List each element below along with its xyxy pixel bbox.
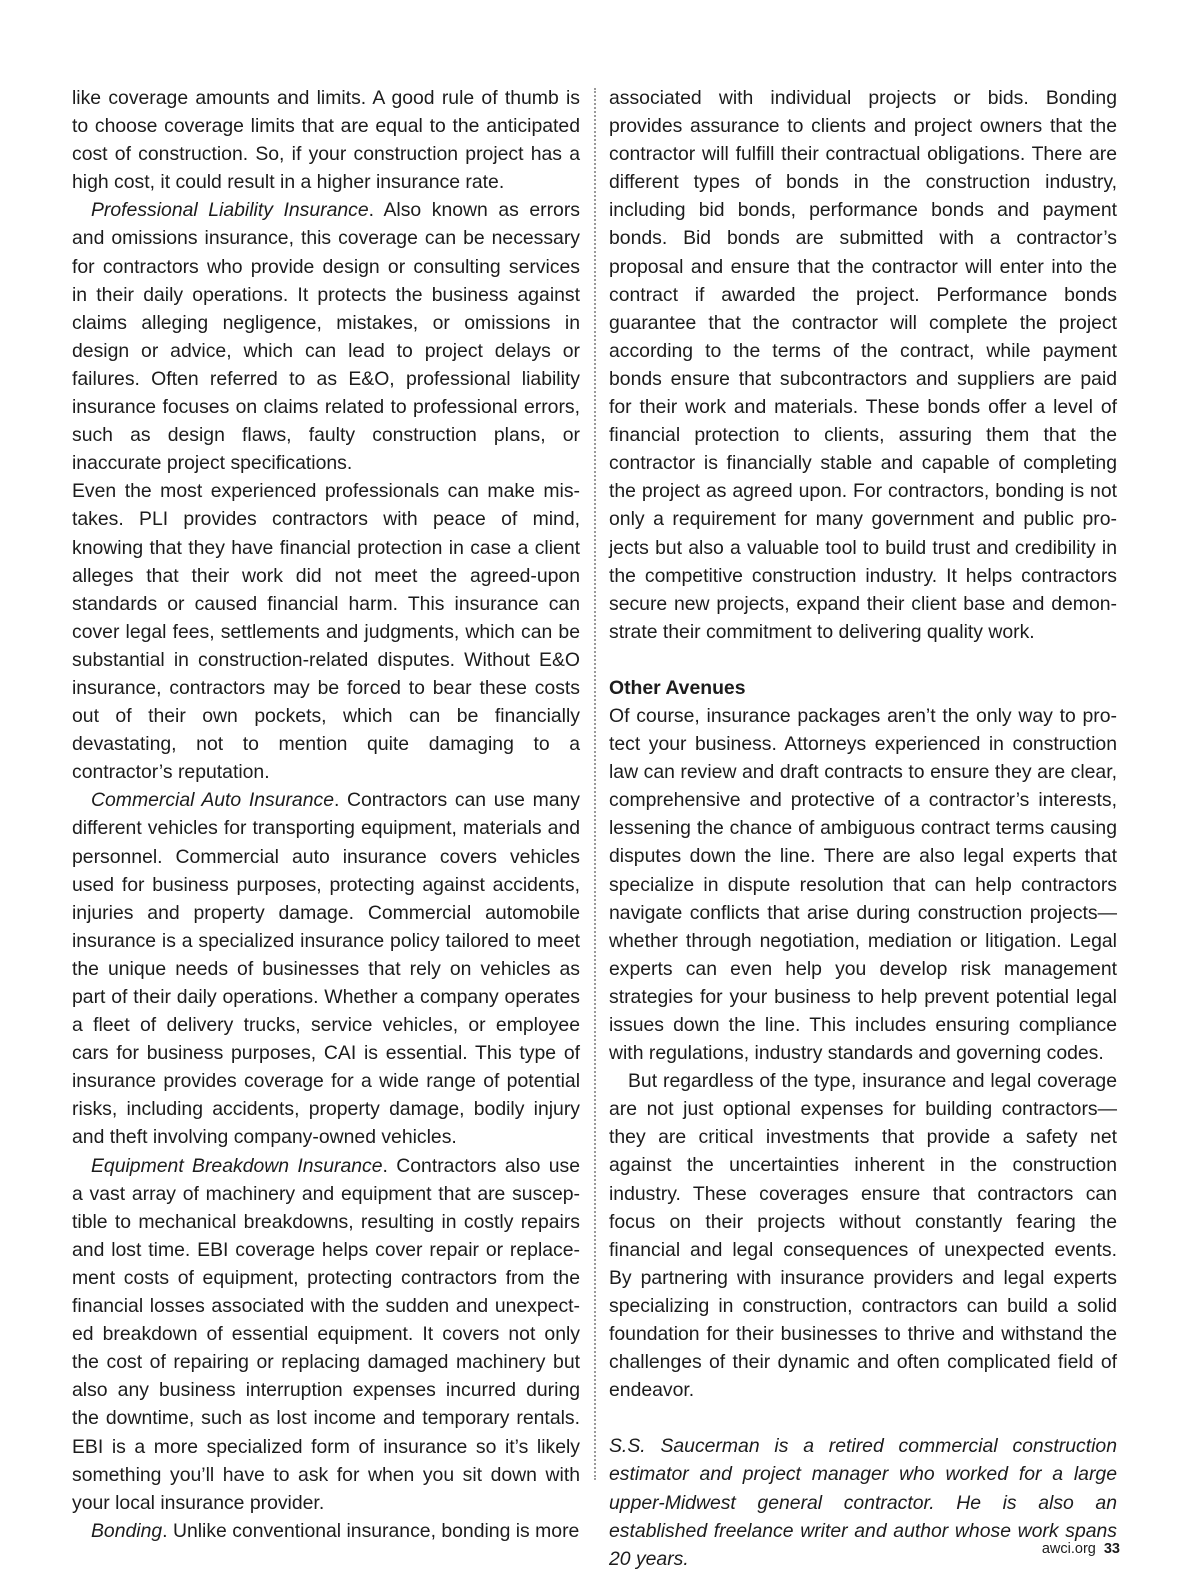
paragraph-professional-liability-cont: Even the most experienced professionals can make mistakes. PLI provides contractors with peace of mind, knowing that they have financial protection in case a client alleges that their work did not meet the agreed-upon standards or caused financial harm. This insurance can cover legal fees, settlements and judgments, which can be substantial in construction-related disputes. Without E&O insurance, contractors may be forced to bear these costs out of their own pockets, which can be financially devastating, not to mention quite damaging to a contractor’s reputation. (72, 480, 580, 784)
footer-site: awci.org (1041, 1541, 1096, 1557)
left-column (72, 84, 580, 1545)
paragraph-equipment-breakdown (72, 1152, 580, 1517)
bonding-text: . Unlike conventional insurance, bonding is more (162, 1519, 580, 1542)
column-divider (594, 88, 596, 1480)
page-footer (1042, 1541, 1120, 1557)
subhead-commercial-auto: Commercial Auto Insurance (91, 789, 334, 812)
paragraph-bonding-cont: associated with individual projects or bids. Bonding provides assurance to clients and project owners that the contractor will fulfill their contractual obligations. There are different types of bonds in the construction industry, including bid bonds, performance bonds and payment bonds. Bid bonds are submitted with a contractor’s proposal and ensure that the contractor will enter into the contract if awarded the project. Performance bonds guarantee that the contractor will complete the project according to the terms of the contract, while payment bonds ensure that subcontractors and suppliers are paid for their work and materials. These bonds offer a level of financial protection to clients, assuring them that the contractor is financially stable and capable of completing the project as agreed upon. For contractors, bonding is not only a requirement for many government and public projects but also a valuable tool to build trust and credibility in the competitive construction industry. It helps contractors secure new projects, expand their client base and demonstrate their commitment to delivering quality work. (609, 87, 1117, 643)
paragraph-professional-liability (72, 196, 580, 477)
spacer (609, 1404, 1117, 1432)
subhead-professional-liability: Professional Liability Insurance (91, 199, 369, 222)
paragraph-intro: like coverage amounts and limits. A good rule of thumb is to choose coverage limits that are equal to the anticipated cost of construction. So, if your construction project has a high cost, it could result in a higher insurance rate. (72, 87, 580, 194)
equipment-breakdown-text: . Contractors also use a vast array of machinery and equipment that are susceptible to mechanical breakdowns, resulting in costly repairs and lost time. EBI coverage helps cover repair or replacement costs of equipment, protecting contractors from the financial losses associated with the sudden and unexpected breakdown of essential equipment. It covers not only the cost of repairing or replacing damaged machinery but also any business interruption expenses incurred during the downtime, such as lost income and temporary rentals. EBI is a more specialized form of insurance so it’s likely something you’ll have to ask for when you sit down with your local insurance provider. (72, 1154, 580, 1514)
subhead-bonding: Bonding (91, 1519, 163, 1542)
commercial-auto-text: . Contractors can use many different vehicles for transporting equipment, materials and personnel. Commercial auto insurance covers vehicles used for business purposes, protecting against accidents, injuries and property damage. Commercial automobile insurance is a specialized insurance policy tailored to meet the unique needs of businesses that rely on vehicles as part of their daily operations. Whether a company operates a fleet of delivery trucks, service vehicles, or employee cars for business purposes, CAI is essential. This type of insurance provides coverage for a wide range of potential risks, including accidents, property damage, bodily injury and theft involving company-owned vehicles. (72, 789, 580, 1149)
professional-liability-text: . Also known as errors and omissions insurance, this coverage can be necessary for contractors who provide design or consulting services in their daily operations. It protects the business against claims alleging negligence, mistakes, or omissions in design or advice, which can lead to project delays or failures. Often referred to as E&O, professional liability insurance focuses on claims related to professional errors, such as design flaws, faulty construction plans, or inaccurate project specifications. (72, 199, 580, 475)
paragraph-other-avenues: Of course, insurance packages aren’t the only way to protect your business. Attorneys experienced in construction law can review and draft contracts to ensure they are clear, comprehensive and protective of a contractor’s interests, lessening the chance of ambiguous contract terms causing disputes down the line. There are also legal experts that specialize in dispute resolution that can help contractors navigate conflicts that arise during construction projects—whether through negotiation, mediation or litigation. Legal experts can even help you develop risk management strategies for your business to help prevent potential legal issues down the line. This includes ensuring compliance with regulations, industry standards and governing codes. (609, 704, 1117, 1065)
subhead-equipment-breakdown: Equipment Breakdown Insurance (91, 1154, 383, 1177)
author-bio: S.S. Saucerman is a retired commercial construction estimator and project manager who worked for a large upper-Midwest general contractor. He is also an established freelance writer and author whose work spans 20 years. (609, 1435, 1117, 1570)
page-number: 33 (1103, 1541, 1120, 1557)
paragraph-commercial-auto (72, 786, 580, 1151)
paragraph-bonding (72, 1517, 580, 1545)
spacer (609, 646, 1117, 674)
right-column (609, 84, 1117, 1573)
section-heading-other-avenues: Other Avenues (609, 676, 746, 699)
paragraph-conclusion: But regardless of the type, insurance and legal coverage are not just optional expenses for building contractors—they are critical investments that provide a safety net against the uncertainties inherent in the construction industry. These coverages ensure that contractors can focus on their projects without constantly fearing the financial and legal consequences of unexpected events. By partnering with insurance providers and legal experts specializing in construction, contractors can build a solid foundation for their businesses to thrive and withstand the challenges of their dynamic and often complicated field of endeavor. (609, 1070, 1117, 1402)
